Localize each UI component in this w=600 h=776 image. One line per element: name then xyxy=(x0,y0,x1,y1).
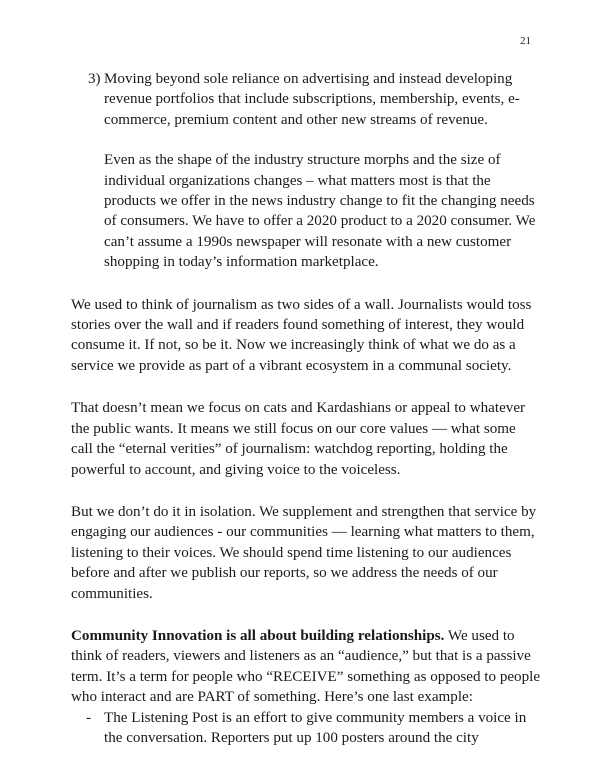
bold-lead-sentence: Community Innovation is all about building relationships. xyxy=(71,627,445,644)
paragraph-core-values: That doesn’t mean we focus on cats and Kardashians or appeal to whatever the public wants. It means we still focus on our core values — what some call the “eternal verities” of journalism: watchdog reporting, holding the powerful to account, and giving voice to the voiceless. xyxy=(71,400,526,478)
list-marker: 3) xyxy=(88,71,101,87)
dash-item-text: The Listening Post is an effort to give community members a voice in the conversation. Reporters put up 100 posters around the city xyxy=(104,709,527,746)
dash-list-item xyxy=(71,708,541,749)
paragraph-community-innovation xyxy=(71,626,541,708)
dash-marker: - xyxy=(86,709,92,726)
paragraph-wall: We used to think of journalism as two sides of a wall. Journalists would toss stories over the wall and if readers found something of interest, they would consume it. If not, so be it. Now we increasingly think of what we do as a service we provide as part of a vibrant ecosystem in a communal society. xyxy=(71,296,532,374)
numbered-list-item xyxy=(71,69,541,130)
list-item-text: Moving beyond sole reliance on advertising and instead developing revenue portfolios that include subscriptions, membership, events, e-commerce, premium content and other new streams of revenue. xyxy=(104,71,520,128)
page-number: 21 xyxy=(520,35,531,47)
indented-paragraph: Even as the shape of the industry structure morphs and the size of individual organizations changes – what matters most is that the products we offer in the news industry change to fit the changing needs of consumers. We have to offer a 2020 product to a 2020 consumer. We can’t assume a 1990s newspaper will resonate with a new customer shopping in today’s information marketplace. xyxy=(104,152,536,271)
paragraph-text: We used to think of readers, viewers and listeners as an “audience,” but that is a passive term. It’s a term for people who “RECEIVE” something as opposed to people who interact and are PART of something. Here’s one last example: xyxy=(71,627,541,706)
document-body xyxy=(71,69,541,748)
paragraph-isolation: But we don’t do it in isolation. We supplement and strengthen that service by engaging our audiences - our communities — learning what matters to them, listening to their voices. We should spend time listening to our audiences before and after we publish our reports, so we address the needs of our communities. xyxy=(71,503,537,602)
